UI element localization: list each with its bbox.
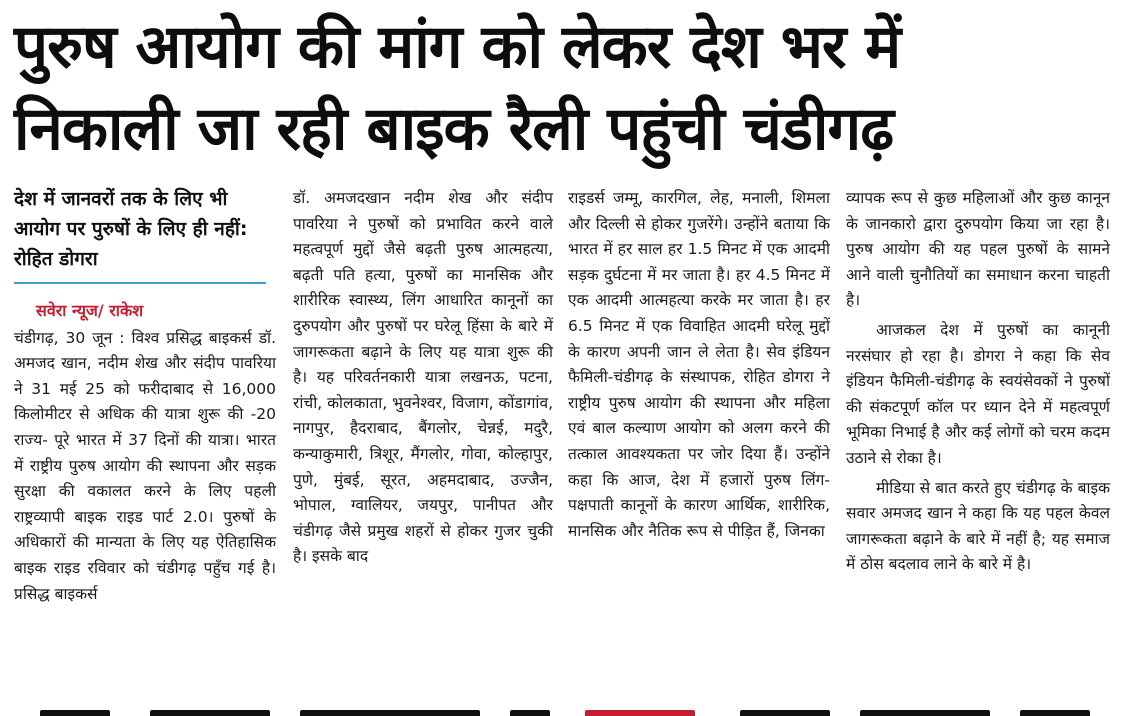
article-column-3 [568,186,830,544]
article-column-4 [846,186,1110,578]
cropped-glyph [300,710,480,716]
cropped-glyph [585,710,695,716]
headline [14,6,1114,170]
subheadline: देश में जानवरों तक के लिए भी आयोग पर पुरुषों के लिए ही नहीं: रोहित डोगरा [14,188,248,270]
headline-line-1: पुरुष आयोग की मांग को लेकर देश भर में [14,12,901,82]
article-column-2 [293,186,553,570]
article-column-1 [14,186,276,607]
byline: सवेरा न्यूज/ राकेश [36,301,144,320]
column-2-text: डॉ. अमजदखान नदीम शेख और संदीप पावरिया ने पुरुषों को प्रभावित करने वाले महत्वपूर्ण मुद्दों जैसे बढ़ती पुरुष आत्महत्या, बढ़ती पति हत्या, पुरुषों का मानसिक और शारीरिक स्वास्थ्य, लिंग आधारित कानूनों का दुरुपयोग और पुरुषों पर घरेलू हिंसा के बारे में जागरूकता बढ़ाने के लिए यह यात्रा शुरू की है। यह परिवर्तनकारी यात्रा लखनऊ, पटना, रांची, कोलकाता, भुवनेश्वर, विजाग, कोंडागांव, नागपुर, हैदराबाद, बैंगलोर, चेन्नई, मदुरै, कन्याकुमारी, त्रिशूर, मैंगलोर, गोवा, कोल्हापुर, पुणे, मुंबई, सूरत, अहमदाबाद, उज्जैन, भोपाल, ग्वालियर, जयपुर, पानीपत और चंडीगढ़ जैसे प्रमुख शहरों से होकर गुजर चुकी है। इसके बाद [293,189,553,566]
column-1-text: चंडीगढ़, 30 जून : विश्व प्रसिद्ध बाइकर्स डॉ. अमजद खान, नदीम शेख और संदीप पावरिया ने 31 मई 25 को फरीदाबाद से 16,000 किलोमीटर से अधिक की यात्रा शुरू की -20 राज्य- पूरे भारत में 37 दिनों की यात्रा। भारत में राष्ट्रीय पुरुष आयोग की स्थापना और सड़क सुरक्षा की वकालत करने के लिए पहली राष्ट्रव्यापी बाइक राइड पार्ट 2.0। पुरुषों के अधिकारों की मान्यता के लिए यह ऐतिहासिक बाइक राइड रविवार को चंडीगढ़ पहुँच गई है। प्रसिद्ध बाइकर्स [14,328,276,603]
subhead-divider [14,282,266,284]
cropped-glyph [510,710,550,716]
cropped-glyph [40,710,110,716]
headline-line-2: निकाली जा रही बाइक रैली पहुंची चंडीगढ़ [14,94,893,164]
column-4-paragraph-1: व्यापक रूप से कुछ महिलाओं और कुछ कानून के जानकारो द्वारा दुरुपयोग किया जा रहा है। पुरुष आयोग की यह पहल पुरुषों के सामने आने वाली चुनौतियों का समाधान करना चाहती है। [846,189,1110,310]
cropped-glyph [150,710,270,716]
column-3-text: राइडर्स जम्मू, कारगिल, लेह, मनाली, शिमला और दिल्ली से होकर गुजरेंगे। उन्होंने बताया कि भारत में हर साल हर 1.5 मिनट में एक आदमी सड़क दुर्घटना में मर जाता है। हर 4.5 मिनट में एक आदमी आत्महत्या करके मर जाता है। हर 6.5 मिनट में एक विवाहित आदमी घरेलू मुद्दों के कारण अपनी जान ले लेता है। सेव इंडियन फैमिली-चंडीगढ़ के संस्थापक, रोहित डोगरा ने राष्ट्रीय पुरुष आयोग की स्थापना और महिला एवं बाल कल्याण आयोग को अलग करने की तत्काल आवश्यकता पर जोर दिया हैं। उन्होंने कहा कि आज, देश में हजारों पुरुष लिंग-पक्षपाती कानूनों के कारण आर्थिक, शारीरिक, मानसिक और नैतिक रूप से पीड़ित हैं, जिनका [568,189,830,540]
cropped-glyph [1020,710,1090,716]
cropped-next-headline [0,702,1125,716]
column-4-paragraph-3: मीडिया से बात करते हुए चंडीगढ़ के बाइक सवार अमजद खान ने कहा कि यह पहल केवल जागरूकता बढ़ाने के बारे में नहीं है; यह समाज में ठोस बदलाव लाने के बारे में है। [846,478,1110,574]
cropped-glyph [860,710,990,716]
column-4-paragraph-2: आजकल देश में पुरुषों का कानूनी नरसंघार हो रहा है। डोगरा ने कहा कि सेव इंडियन फैमिली-चंडीगढ़ के स्वयंसेवकों ने पुरुषों की संकटपूर्ण कॉल पर ध्यान देने में महत्वपूर्ण भूमिका निभाई है और कई लोगों को चरम कदम उठाने से रोका है। [846,320,1110,467]
cropped-glyph [740,710,830,716]
